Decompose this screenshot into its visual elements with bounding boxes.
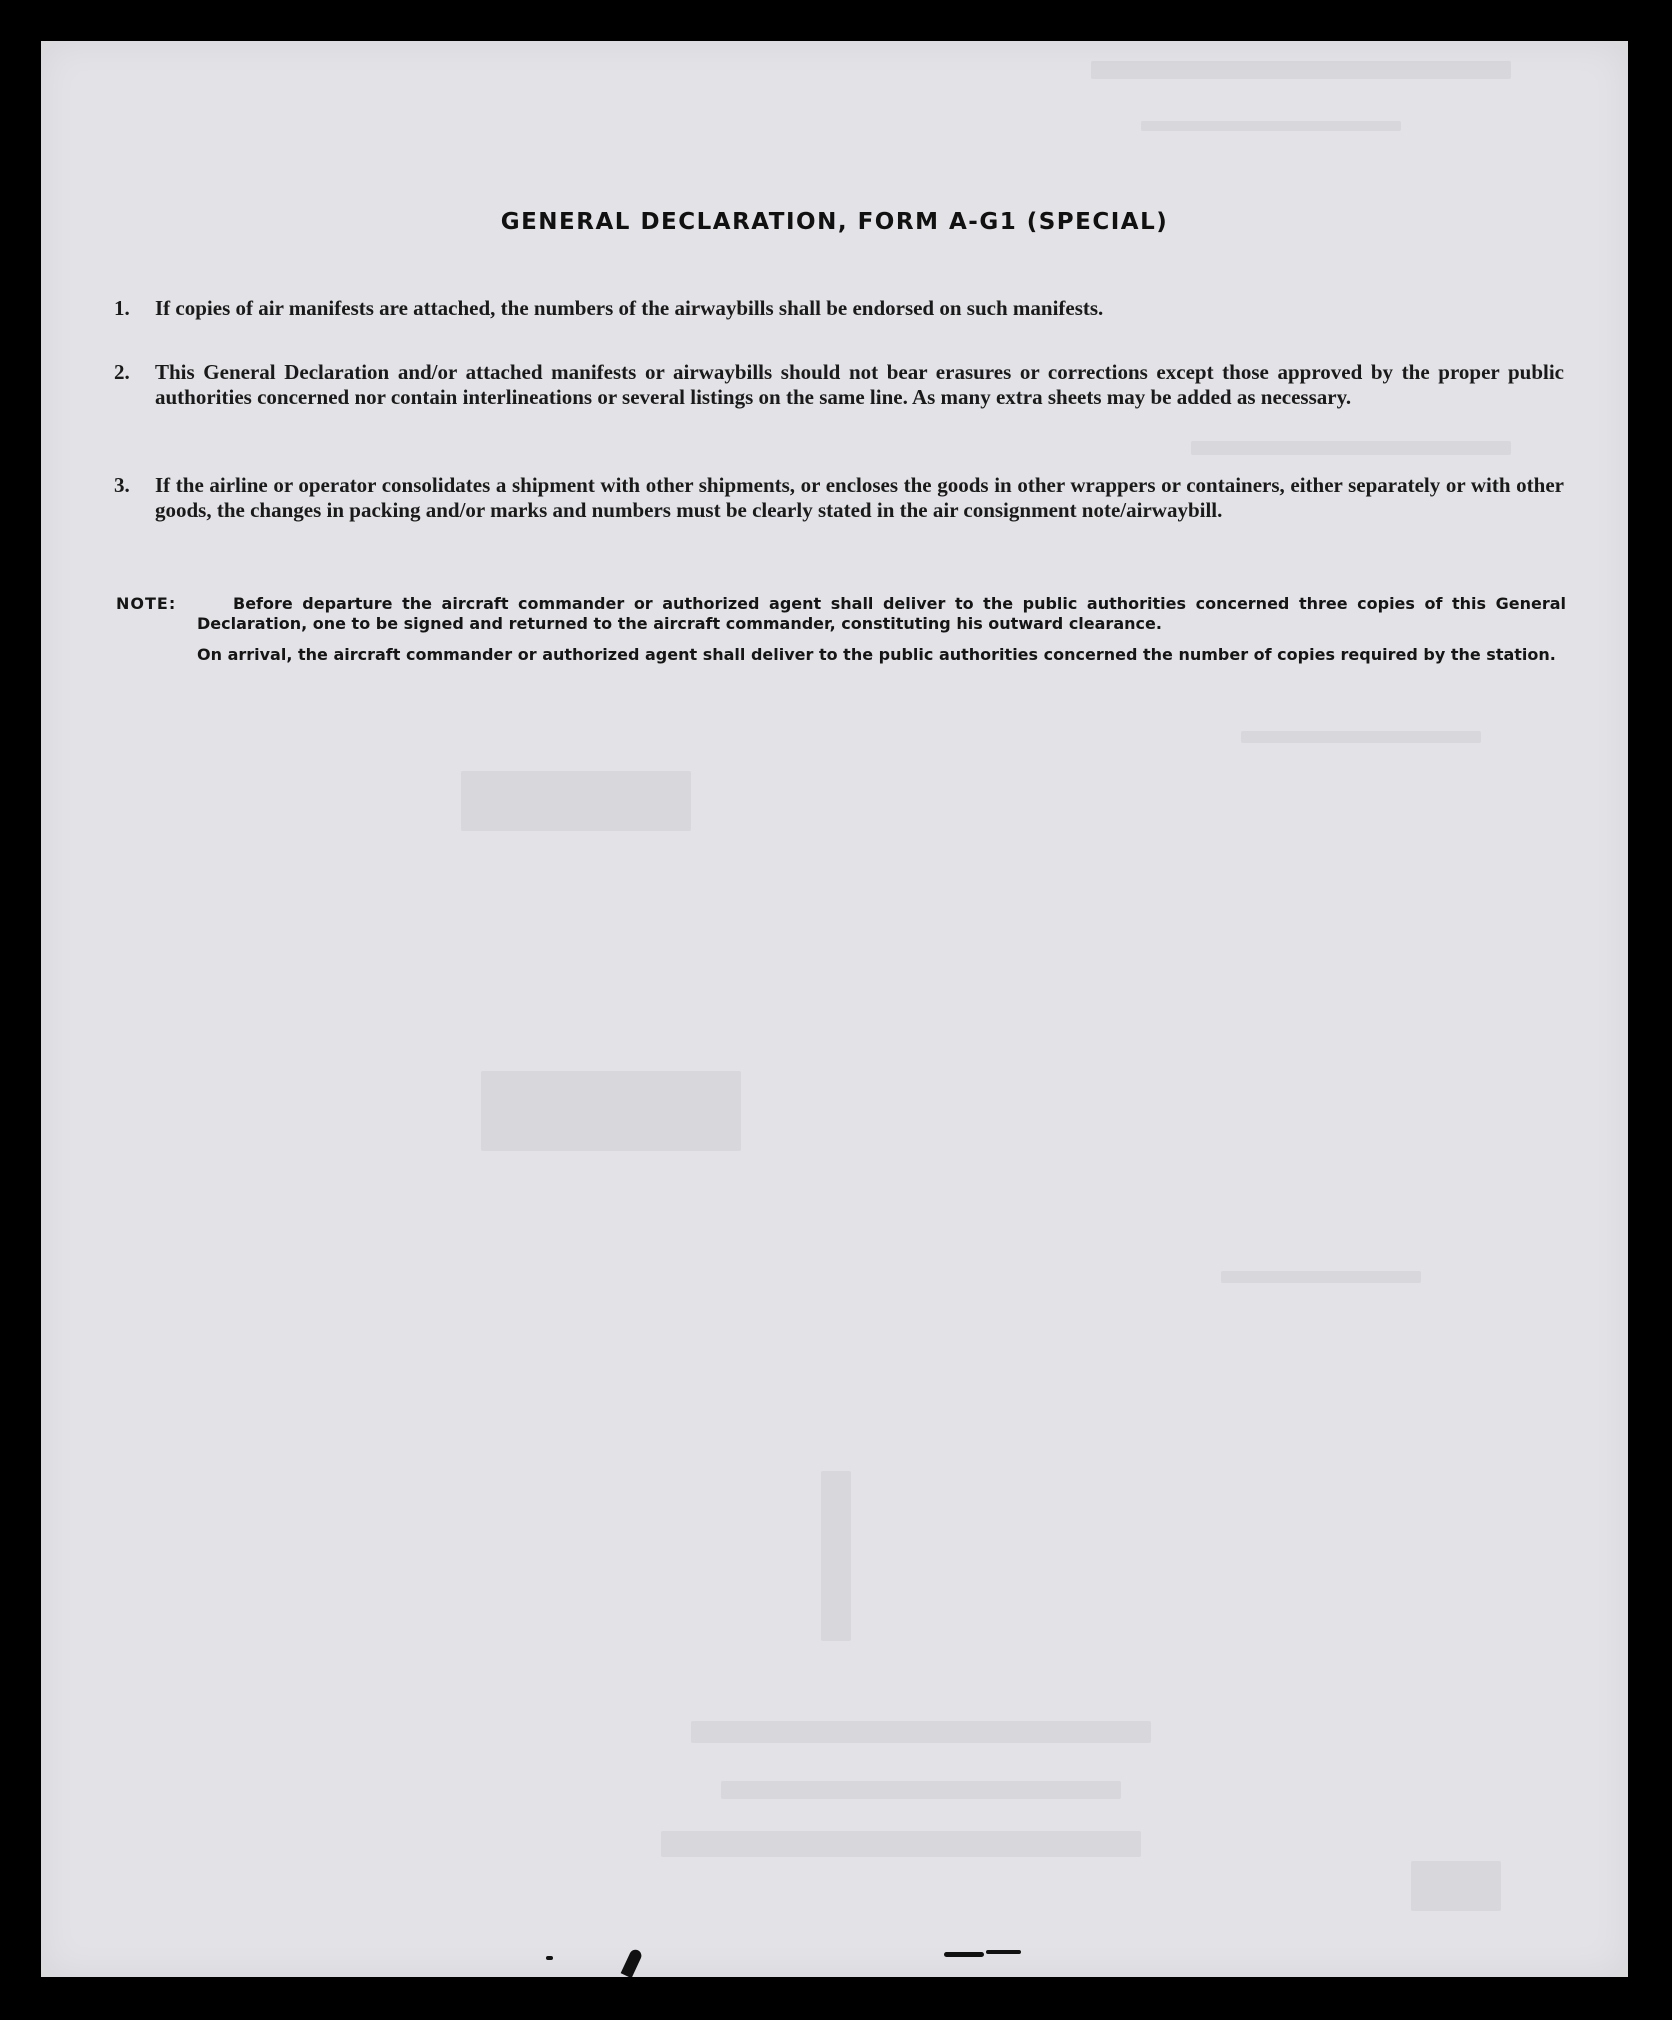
instruction-item-2 [114,360,1564,410]
bleed-through-mark [721,1781,1121,1799]
bleed-through-mark [481,1071,741,1151]
item-text: If the airline or operator consolidates a shipment with other shipments, or encloses the goods in other wrappers or containers, either separately or with other goods, the changes in packing and/or marks and numbers must be clearly stated in the air consignment note/airwaybill. [155,473,1564,522]
item-number: 3. [114,473,130,497]
note-label: NOTE: [116,594,177,613]
item-number: 2. [114,360,130,384]
note-section [116,594,1566,665]
scan-artifact [546,1956,553,1960]
bleed-through-mark [1141,121,1401,131]
scan-artifact [986,1950,1021,1954]
note-paragraph-arrival: On arrival, the aircraft commander or authorized agent shall deliver to the public authorities concerned the number of copies required by the station. [197,645,1556,664]
scan-artifact [621,1948,644,1977]
bleed-through-mark [821,1471,851,1641]
bleed-through-mark [1411,1861,1501,1911]
scan-artifact [944,1952,984,1957]
document-title: GENERAL DECLARATION, FORM A-G1 (SPECIAL) [500,209,1169,235]
instruction-item-1 [114,296,1564,321]
bleed-through-mark [1241,731,1481,743]
note-paragraph-departure: Before departure the aircraft commander or authorized agent shall deliver to the public authorities concerned three copies of this General Declaration, one to be signed and returned to the aircraft commander, constituting his outward clearance. [197,594,1566,633]
bleed-through-mark [461,771,691,831]
bleed-through-mark [1221,1271,1421,1283]
bleed-through-mark [1191,441,1511,455]
bleed-through-mark [691,1721,1151,1743]
item-text: If copies of air manifests are attached, the numbers of the airwaybills shall be endorsed on such manifests. [155,296,1104,320]
item-number: 1. [114,296,130,320]
document-page [41,41,1628,1977]
bleed-through-mark [1091,61,1511,79]
instruction-item-3 [114,473,1564,523]
item-text: This General Declaration and/or attached manifests or airwaybills should not bear erasures or corrections except those approved by the proper public authorities concerned nor contain interlineations or several listings on the same line. As many extra sheets may be added as necessary. [155,360,1564,409]
bleed-through-mark [661,1831,1141,1857]
